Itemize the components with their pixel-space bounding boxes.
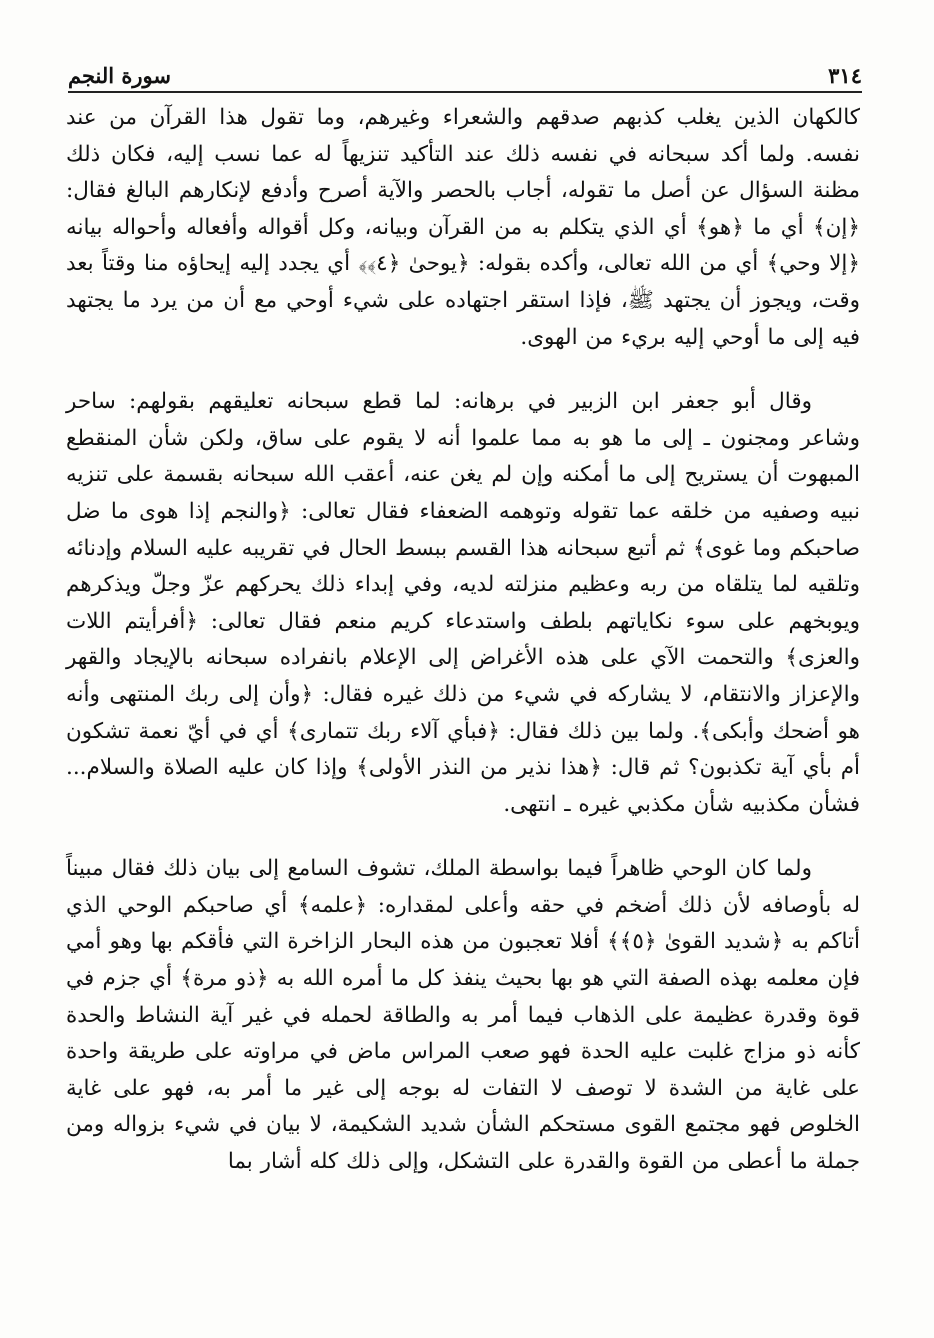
page-number: ٣١٤ — [828, 63, 862, 88]
surah-title: سورة النجم — [68, 63, 172, 88]
header-rule — [68, 91, 862, 93]
running-header — [68, 48, 862, 88]
page-body — [66, 100, 860, 1181]
paragraph: كالكهان الذين يغلب كذبهم صدقهم والشعراء وغيرهم، وما تقول هذا القرآن من عند نفسه. ولما أكد سبحانه في نفسه ذلك عند التأكيد تنزيهاً له عما نسب إليه، فكان ذلك مظنة السؤال عن أصل ما تقوله، أجاب بالحصر والآية أصرح وأدفع لإنكارهم البالغ فقال: ﴿إن﴾ أي ما ﴿هو﴾ أي الذي يتكلم به من القرآن وبيانه، وكل أقواله وأفعاله وأحواله بيانه ﴿إلا وحي﴾ أي من الله تعالى، وأكده بقوله: ﴿يوحىٰ ﴿٤﴾﴾ أي يجدد إليه إيحاؤه منا وقتاً بعد وقت، ويجوز أن يجتهد ﷺ، فإذا استقر اجتهاده على شيء أوحي مع أن من يرد ما يجتهد فيه إلى ما أوحي إليه بريء من الهوى. — [66, 105, 860, 350]
paragraph: ولما كان الوحي ظاهراً فيما بواسطة الملك، تشوف السامع إلى بيان ذلك فقال مبيناً له بأوصافه لأن ذلك أضخم في حقه وأعلى لمقداره: ﴿علمه﴾ أي صاحبكم الوحي الذي أتاكم به ﴿شديد القوىٰ ﴿٥﴾﴾ أفلا تعجبون من هذه البحار الزاخرة التي فأقكم بها وهو أمي فإن معلمه بهذه الصفة التي هو بها بحيث ينفذ كل ما أمره الله به ﴿ذو مرة﴾ أي جزم في قوة وقدرة عظيمة على الذهاب فيما أمر به والطاقة لحمله في غير آية النشاط والحدة كأنه ذو مزاج غلبت عليه الحدة فهو صعب المراس ماض في مراوته على طريقة واحدة على غاية من الشدة لا توصف لا التفات له بوجه إلى غير ما أمر به، فهو على غاية الخلوص فهو مجتمع القوى مستحكم الشأن شديد الشكيمة، لا بيان في شيء بزواله ومن جملة ما أعطى من القوة والقدرة على التشكل، وإلى ذلك كله أشار بما — [66, 856, 860, 1175]
paragraph: وقال أبو جعفر ابن الزبير في برهانه: لما قطع سبحانه تعليقهم بقولهم: ساحر وشاعر ومجنون ـ إلى ما هو به مما علموا أنه لا يقوم على ساق، ولكن شأن المنقطع المبهوت أن يستريح إلى ما أمكنه وإن لم يغن عنه، أعقب الله سبحانه بقسمة على تنزيه نبيه وصفيه من خلقه عما تقوله وتوهمه الضعفاء فقال تعالى: ﴿والنجم إذا هوى ما ضل صاحبكم وما غوى﴾ ثم أتبع سبحانه هذا القسم ببسط الحال في تقريبه عليه السلام وإدنائه وتلقيه لما يتلقاه من ربه وعظيم منزلته لديه، وفي إبداء ذلك يحركهم عزّ وجلّ ويذكرهم ويوبخهم على سوء نكاياتهم بلطف واستدعاء كريم منعم فقال تعالى: ﴿أفرأيتم اللات والعزى﴾ والتحمت الآي على هذه الأغراض إلى الإعلام بانفراده سبحانه بالإيجاد والقهر والإعزاز والانتقام، لا يشاركه في شيء من ذلك غيره فقال: ﴿وأن إلى ربك المنتهى وأنه هو أضحك وأبكى﴾. ولما بين ذلك فقال: ﴿فبأي آلاء ربك تتمارى﴾ أي في أيّ نعمة تشكون أم بأي آية تكذبون؟ ثم قال: ﴿هذا نذير من النذر الأولى﴾ وإذا كان عليه الصلاة والسلام... فشأن مكذبيه شأن مكذبي غيره ـ انتهى. — [66, 389, 860, 817]
